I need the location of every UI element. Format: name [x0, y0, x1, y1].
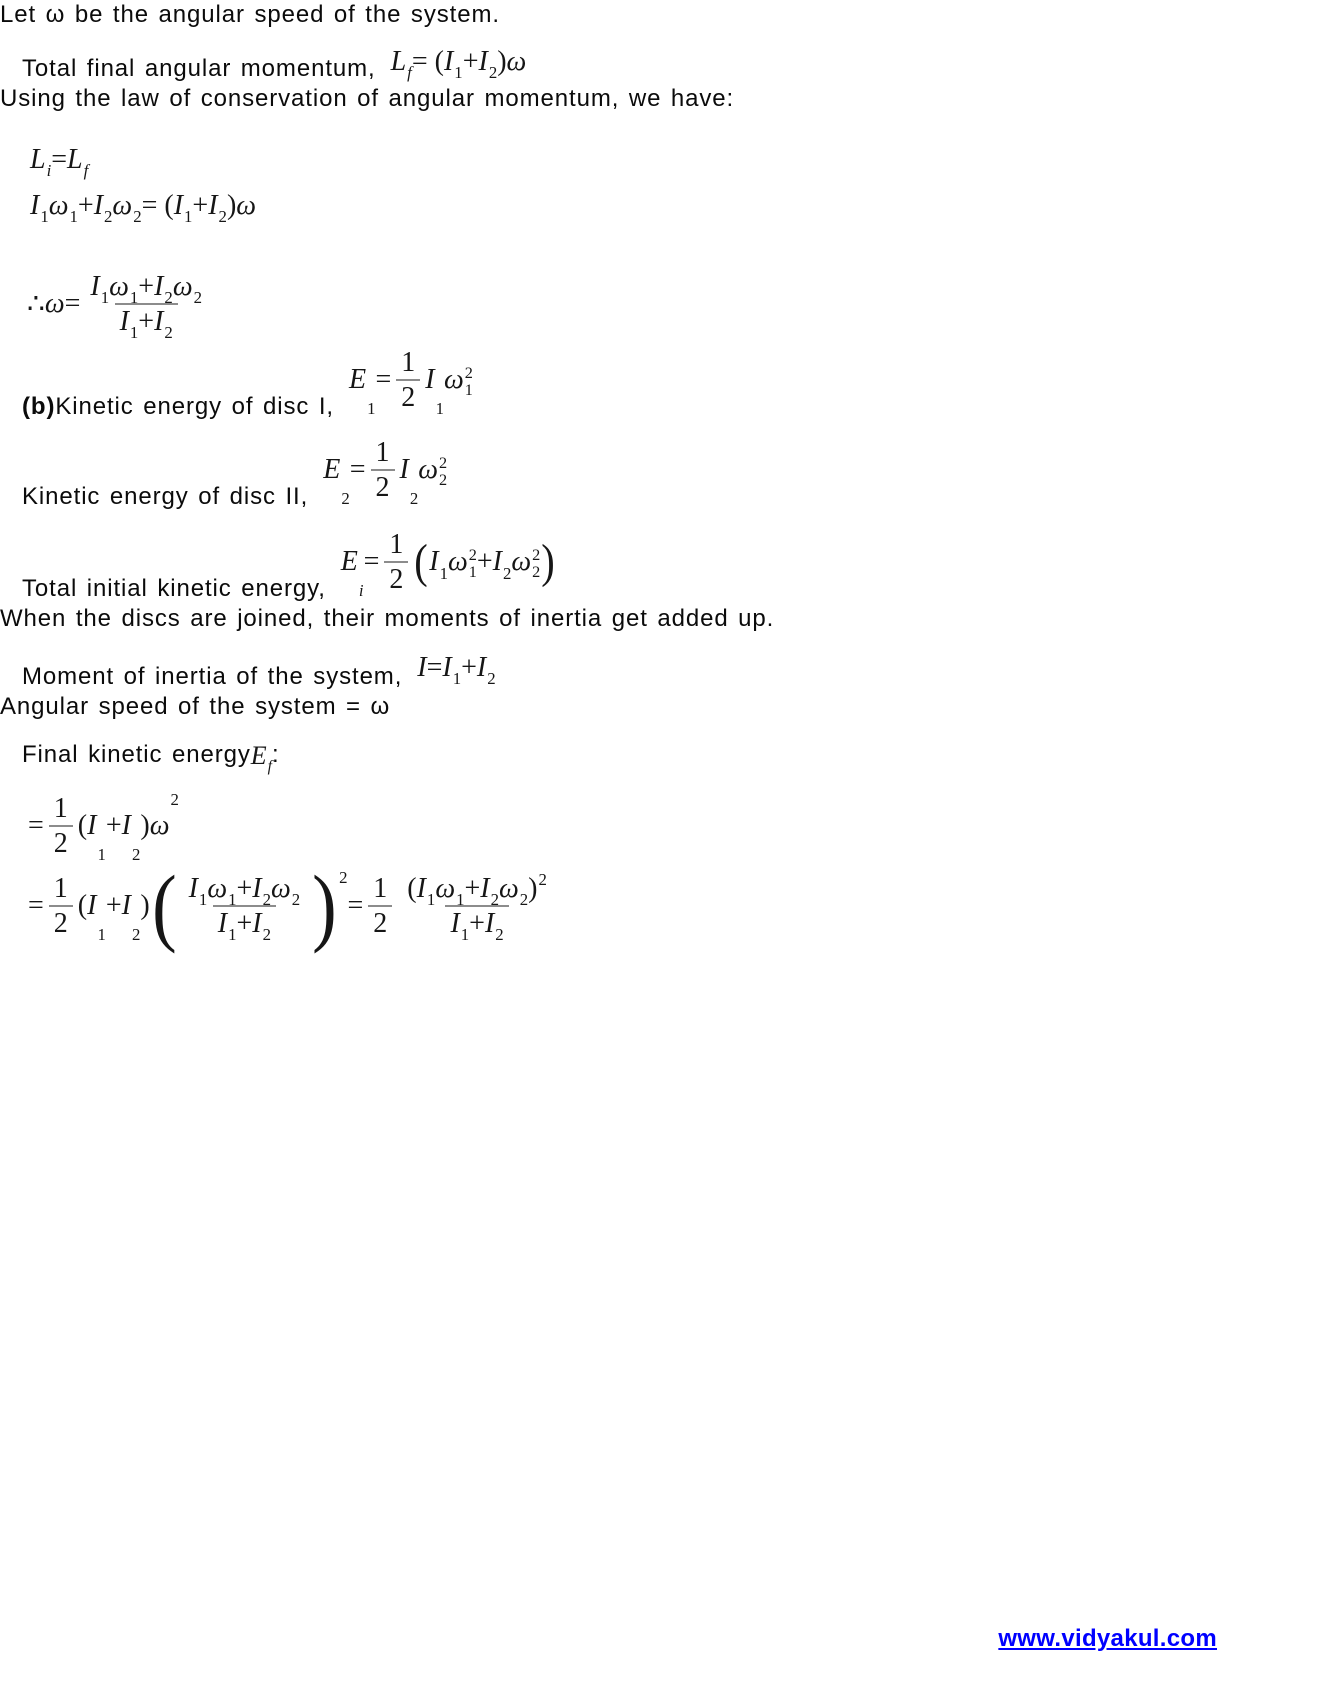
final-momentum-label: Total final angular momentum, — [22, 55, 376, 82]
disc1-label — [22, 392, 334, 422]
formula-inertia: I = I 1 + I 2 — [417, 652, 496, 688]
formula-li-equals-lf: L i = L f — [30, 144, 89, 180]
system-inertia-label: Moment of inertia of the system, — [22, 663, 403, 691]
formula-ef-step2: = $\frac{1}{2}$ ( I 1 + I 2 ) ( I 1 ω 1 + I 2 ω 2 I 1 + I 2 ) 2 = $\frac{1}{2}$ ( I 1 ω 1 + I 2 ω 2 ) 2 I 1 + I 2 — [28, 858, 547, 955]
formula-conservation: I 1 ω 1 + I 2 ω 2 = ( I 1 + I 2 ) ω — [30, 190, 257, 226]
final-ke-before: Final kinetic energy — [22, 741, 251, 769]
final-momentum-row — [22, 46, 1337, 84]
part-b-marker: (b) — [22, 393, 56, 421]
formula-e1: E 1 = $\frac{1}{2}$ I 1 ω 2 1 — [348, 347, 473, 418]
conservation-intro: Using the law of conservation of angular momentum, we have: — [0, 85, 735, 112]
vidyakul-link[interactable]: www.vidyakul.com — [998, 1625, 1217, 1652]
formula-omega-result: ∴ ω = I 1 ω 1 + I 2 ω 2 I 1 + I 2 — [27, 271, 202, 342]
disc1-label-text: Kinetic energy of disc I, — [55, 393, 334, 421]
discs-joined-line: When the discs are joined, their moments of inertia get added up. — [0, 605, 775, 633]
intro-line: Let ω be the angular speed of the system. — [0, 1, 500, 28]
system-inertia-row — [22, 652, 1337, 692]
formula-e2: E 2 = $\frac{1}{2}$ I 2 ω 2 2 — [323, 437, 448, 508]
formula-final-momentum: L f = ( I 1 + I 2 ) ω — [390, 46, 527, 82]
disc2-label: Kinetic energy of disc II, — [22, 483, 309, 511]
disc1-energy-row — [22, 347, 1337, 422]
disc2-energy-row — [22, 437, 1337, 512]
formula-ei: E i = $\frac{1}{2}$ ( I 1 ω 2 1 + I 2 ω 2 2 ) — [340, 529, 555, 600]
angular-speed-line: Angular speed of the system = ω — [0, 693, 391, 721]
final-ke-colon: : — [272, 741, 280, 769]
ef-symbol: E f — [250, 741, 272, 775]
initial-ke-row — [22, 529, 1337, 604]
initial-ke-label: Total initial kinetic energy, — [22, 575, 326, 603]
final-ke-line — [22, 740, 1337, 775]
formula-ef-step1: = $\frac{1}{2}$ ( I 1 + I 2 ) ω 2 — [28, 789, 179, 865]
